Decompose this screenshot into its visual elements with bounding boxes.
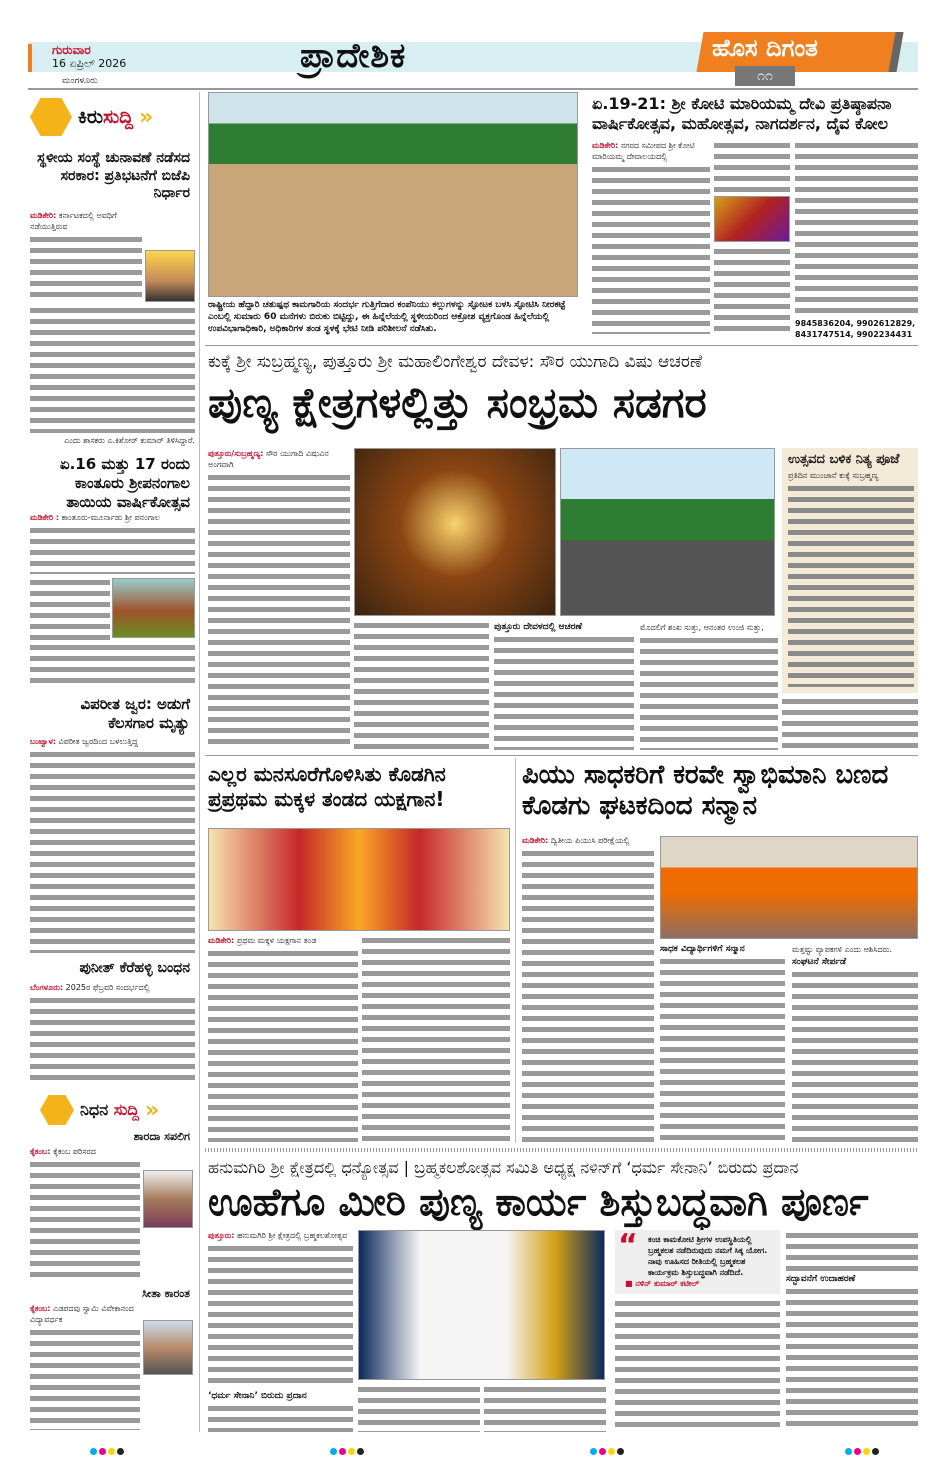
story-headline: ಪಿಯು ಸಾಧಕರಿಗೆ ಕರವೇ ಸ್ವಾಭಿಮಾನಿ ಬಣದ ಕೊಡಗು ಘಟಕದಿಂದ ಸನ್ಮಾನ [522, 760, 889, 822]
obituary-badge [40, 1095, 159, 1125]
badge-text: ಕಿರು [78, 106, 103, 128]
issue-date: 16 ಏಪ್ರಿಲ್ 2026 [52, 57, 127, 70]
divider [205, 345, 918, 346]
header-divider [28, 88, 918, 90]
chevron-icon: » [139, 104, 154, 130]
column-divider [515, 758, 516, 1143]
story-lead: ಪುತ್ತೂರು: ಹನುಮಗಿರಿ ಶ್ರೀ ಕ್ಷೇತ್ರದಲ್ಲಿ ಬ್ರಹ್ಮಕಲಶೋತ್ಸವ [208, 1231, 348, 1240]
story-body [362, 935, 510, 1142]
obituary-lead: ಕೈಕಂಬ: ಕೈಕಂಬ ಪರಿಸರದ [30, 1147, 96, 1156]
brief-column [30, 512, 195, 574]
story-body [208, 1243, 353, 1389]
story-lead: ಮಡಿಕೇರಿ: ನಗರದ ಸಮೀಪದ ಶ್ರೀ ಕೋಟಿ ಮಾರಿಯಮ್ಮ ದೇವಾಲಯದಲ್ಲಿ [592, 141, 695, 161]
story-line: ಮತ್ತಷ್ಟು ವ್ಯಾಪಕಗಳಿ ಎಂದು ಆಶಿಸಿದರು. [792, 945, 892, 954]
column-divider [199, 92, 200, 1432]
story-body [615, 1298, 780, 1432]
story-headline: ಊಹೆಗೂ ಮೀರಿ ಪುಣ್ಯ ಕಾರ್ಯ ಶಿಸ್ತುಬದ್ಧವಾಗಿ ಪೂರ್ಣ [208, 1180, 869, 1224]
site-inspection-photo [208, 92, 578, 297]
quote-icon: “ [618, 1230, 638, 1263]
story-column [208, 1230, 353, 1432]
story-body [522, 848, 654, 1142]
photo-caption: ರಾಷ್ಟ್ರೀಯ ಹೆದ್ದಾರಿ ಚತುಷ್ಪಥ ಕಾಮಗಾರಿಯ ಸಂದರ್ಭ ಗುತ್ತಿಗೆದಾರ ಕಂಪೆನಿಯು ಕಲ್ಲುಗಳನ್ನು ಸ್ಫೋಟಕ ಬಳಸಿ ಸ್ಫೋಟಿಸಿ ನೀರಕಟ್ಟೆ ಎಂಬಲ್ಲಿ ಸುಮಾರು 60 ಮನೆಗಳು ಬಿರುಕು ಬಿಟ್ಟಿದ್ದು, ಈ ಹಿನ್ನೆಲೆಯಲ್ಲಿ ಸ್ಥಳೀಯರಿಂದ ಆಕ್ರೋಶ ವ್ಯಕ್ತಗೊಂಡ ಹಿನ್ನೆಲೆಯಲ್ಲಿ ಉಪವಿಭಾಗಾಧಿಕಾರಿ, ಅಧಿಕಾರಿಗಳ ತಂಡ ಸ್ಥಳಕ್ಕೆ ಭೇಟಿ ನೀಡಿ ಪರಿಶೀಲನೆ ನಡೆಸಿತು. [208, 300, 566, 334]
yakshagana-photo [208, 828, 510, 931]
edition-city: ಮಂಗಳೂರು [62, 76, 98, 86]
story-subhead: ಸದ್ಭಾವನೆಗೆ ಉದಾಹರಣೆ [786, 1274, 856, 1284]
story-body [208, 1403, 353, 1432]
obituary-name: ಶಾರದಾ ಸಪಲಿಗ [133, 1130, 190, 1143]
story-column [522, 835, 654, 1142]
story-column [208, 448, 350, 750]
story-headline: ಪುಣ್ಯ ಕ್ಷೇತ್ರಗಳಲ್ಲಿತ್ತು ಸಂಭ್ರಮ ಸಡಗರ [208, 378, 707, 427]
brief-body [30, 995, 195, 1084]
brief-body [30, 577, 110, 640]
date-accent-bar [28, 44, 32, 72]
award-ceremony-photo [358, 1230, 605, 1380]
brief-body [30, 305, 195, 433]
story-column [640, 622, 778, 750]
obituary-photo [143, 1320, 193, 1375]
story-column [792, 944, 918, 1142]
divider [205, 755, 918, 756]
brief-headline: ಪುನೀತ್ ಕೆರೆಹಳ್ಳಿ ಬಂಧನ [79, 960, 190, 976]
obituary-body [30, 1159, 140, 1283]
briefs-badge [30, 98, 153, 136]
brief-headline: ಸ್ಥಳೀಯ ಸಂಸ್ಥೆ ಚುನಾವಣೆ ನಡೆಸದ ಸರಕಾರ: ಪ್ರತಿಭಟನೆಗೆ ಬಿಜೆಪಿ ನಿರ್ಧಾರ [37, 150, 190, 201]
hexagon-icon [40, 1095, 74, 1125]
story-continue: ಮೊದಲಿಗೆ ಶಂಖ ಸುತ್ತು, ಆನಂತರ ಉಂಜಿ ಸುತ್ತು, [640, 623, 764, 632]
story-body [660, 956, 785, 1142]
story-body [208, 948, 358, 1142]
obituary-column [30, 1146, 140, 1283]
chariot-festival-photo [560, 448, 775, 616]
story-body [484, 1384, 606, 1432]
side-box-lead: ಪ್ರತಿದಿನ ಮುಂಜಾನೆ ಕುಕ್ಕೆ ಸುಬ್ರಹ್ಮಣ್ಯ [788, 471, 879, 481]
story-column [494, 622, 634, 750]
obituary-body [30, 1327, 140, 1430]
story-body [640, 635, 778, 750]
story-column [592, 140, 710, 334]
hand-icon [30, 98, 72, 136]
brief-column [30, 982, 195, 1084]
story-headline: ಏ.19-21: ಶ್ರೀ ಕೋಟಿ ಮಾರಿಯಮ್ಮ ದೇವಿ ಪ್ರತಿಷ್ಠಾಪನಾ ವಾರ್ಷಿಕೋತ್ಸವ, ಮಹೋತ್ಸವ, ನಾಗದರ್ಶನ, ದೈವ ಕೋಲ [592, 94, 892, 133]
temple-photo [112, 578, 195, 638]
badge-text: ನಿಧನ [80, 1100, 109, 1119]
chevron-icon: » [145, 1097, 160, 1123]
story-subhead: ‘ಧರ್ಮ ಸೇನಾನಿ’ ಬಿರುದು ಪ್ರದಾನ [208, 1390, 307, 1401]
quote-text: ಕಂಚಿ ಕಾಮಕೋಟಿ ಶ್ರೀಗಳ ಉಪಸ್ಥಿತಿಯಲ್ಲಿ ಬ್ರಹ್ಮಕಲಶ ನಡೆದಿರುವುದು ನಮಗೆ ಸಿಕ್ಕ ಯೋಗ. ನಾವು ಊಹಿಸದ ರೀತಿಯಲ್ಲಿ ಬ್ರಹ್ಮಕಲಶ ಕಾರ್ಯಕ್ರಮ ಶಿಸ್ತುಬದ್ಧವಾಗಿ ನಡೆದಿದೆ. [648, 1235, 768, 1277]
quote-box [615, 1230, 780, 1294]
story-column [660, 944, 785, 1142]
story-body [494, 634, 634, 750]
brief-lead: ಬೆಂಗಳೂರು: 2025ರ ಫೆಬ್ರವರಿ ಸಂದರ್ಭದಲ್ಲಿ [30, 983, 150, 992]
story-kicker: ಹನುಮಗಿರಿ ಶ್ರೀ ಕ್ಷೇತ್ರದಲ್ಲಿ ಧನ್ಯೋತ್ಸವ | ಬ್ರಹ್ಮಕಲಶೋತ್ಸವ ಸಮಿತಿ ಅಧ್ಯಕ್ಷ ನಳಿನ್‌ಗೆ ‘ಧರ್ಮ ಸೇನಾನಿ’ ಬಿರುದು ಪ್ರದಾನ [208, 1158, 799, 1177]
story-body [782, 696, 918, 750]
story-subhead: ಸಂಘಟನೆ ಸೇರ್ಪಡೆ [792, 957, 847, 967]
brief-headline: ವಿಪರೀತ ಜ್ವರ: ಅಡುಗೆ ಕೆಲಸಗಾರ ಮೃತ್ಯು [80, 695, 190, 732]
story-lead: ಪುತ್ತೂರು/ಸುಬ್ರಹ್ಮಣ್ಯ: ಸೌರ ಯುಗಾದಿ ವಿಷುವಿನ ಅಂಗವಾಗಿ [208, 449, 329, 469]
brief-lead: ಮಡಿಕೇರಿ: ಕರ್ನಾಟಕದಲ್ಲಿ ಅವಧಿಗೆ ನಡೆಯುತ್ತಿರುವ [30, 211, 117, 231]
print-registration-marks [590, 1440, 626, 1459]
brief-body [30, 642, 195, 687]
section-title: ಪ್ರಾದೇಶಿಕ [300, 36, 407, 76]
deity-photo [714, 196, 790, 242]
story-body [354, 620, 489, 750]
story-body [786, 1286, 918, 1432]
contact-numbers: 9845836204, 9902612829, 8431747514, 9902234431 [795, 319, 916, 339]
story-body [714, 246, 790, 334]
badge-text-red: ಸುದ್ದಿ [113, 1100, 140, 1119]
story-body [208, 472, 350, 750]
story-column [786, 1230, 918, 1432]
page-number: ೧೧ [735, 66, 795, 86]
story-lead: ಮಡಿಕೇರಿ: ದ್ವಿತೀಯ ಪಿಯುಸಿ ಪರೀಕ್ಷೆಯಲ್ಲಿ [522, 836, 630, 845]
brief-lead: ಬಂಟ್ವಾಳ: ವಿಪರೀತ ಜ್ವರದಿಂದ ಬಳಲುತ್ತಿದ್ದ [30, 737, 138, 746]
felicitation-photo [660, 836, 918, 939]
obituary-photo [143, 1170, 193, 1228]
badge-text-red: ಸುದ್ದಿ [103, 106, 134, 128]
story-lead: ಮಡಿಕೇರಿ: ಪ್ರಥಮ ಮಕ್ಕಳ ಯಕ್ಷಗಾನ ತಂಡ [208, 936, 317, 945]
brief-column [30, 736, 195, 953]
quote-author: ■ ನಳಿನ್ ಕುಮಾರ್ ಕಟೀಲ್ [625, 1279, 700, 1288]
brief-headline: ಏ.16 ಮತ್ತು 17 ರಂದು ಕಾಂತೂರು ಶ್ರೀಪನಂಗಾಲ ತಾಯಿಯ ವಾರ್ಷಿಕೋತ್ಸವ [59, 455, 190, 511]
side-box-heading: ಉತ್ಸವದ ಬಳಿಕ ನಿತ್ಯ ಪೂಜೆ [788, 452, 900, 467]
masthead-logo: ಹೊಸ ದಿಗಂತ [712, 34, 818, 62]
brief-body [30, 234, 142, 302]
story-column [795, 140, 918, 340]
print-registration-marks [90, 1440, 126, 1459]
temple-deity-photo [354, 448, 556, 616]
story-column [615, 1230, 780, 1432]
brief-tail: ಎಂದು ಶಾಸಕರು ಎ.ಕಿಶೋರ್ ಕುಮಾರ್ ತಿಳಿಸಿದ್ದಾರೆ. [64, 436, 195, 445]
brief-body [30, 749, 195, 953]
story-body [786, 1230, 918, 1272]
story-subhead: ಪುತ್ತೂರು ದೇವಳದಲ್ಲಿ ಆಚರಣೆ [494, 622, 582, 632]
story-column [208, 935, 358, 1142]
side-box-body [788, 483, 914, 687]
dotted-divider [205, 1148, 918, 1152]
story-headline: ಎಲ್ಲರ ಮನಸೂರೆಗೊಳಿಸಿತು ಕೊಡಗಿನ ಪ್ರಪ್ರಥಮ ಮಕ್ಕಳ ತಂಡದ ಯಕ್ಷಗಾನ! [208, 762, 446, 811]
story-body [358, 1384, 480, 1432]
side-box [782, 448, 918, 693]
brief-body [30, 525, 195, 574]
story-body [714, 140, 790, 192]
brief-column [30, 210, 142, 302]
portrait-photo [145, 250, 195, 302]
story-kicker: ಕುಕ್ಕೆ ಶ್ರೀ ಸುಬ್ರಹ್ಮಣ್ಯ, ಪುತ್ತೂರು ಶ್ರೀ ಮಹಾಲಿಂಗೇಶ್ವರ ದೇವಳ: ಸೌರ ಯುಗಾದಿ ವಿಷು ಆಚರಣೆ [208, 352, 703, 372]
story-subhead: ಸಾಧಕ ವಿದ್ಯಾರ್ಥಿಗಳಿಗೆ ಸನ್ಮಾನ [660, 944, 745, 954]
print-registration-marks [330, 1440, 366, 1459]
brief-lead: ಮಡಿಕೇರಿ : ಕಾಂತೂರು-ಮೂರ್ನಾಡು ಶ್ರೀ ಪನಂಗಾಲ [30, 513, 160, 522]
obituary-name: ಸೀತಾ ಕಾರಂತ [142, 1287, 190, 1300]
obituary-lead: ಕೈಕಂಬ: ಎಡಪದವು ಸ್ವಾಮಿ ವಿವೇಕಾನಂದ ವಿದ್ಯಾವರ್ಧಕ [30, 1304, 134, 1324]
print-registration-marks [845, 1440, 881, 1459]
weekday: ಗುರುವಾರ [52, 43, 91, 57]
story-body [792, 969, 918, 1142]
story-body [592, 164, 710, 334]
obituary-column [30, 1303, 140, 1430]
story-body [795, 140, 918, 316]
